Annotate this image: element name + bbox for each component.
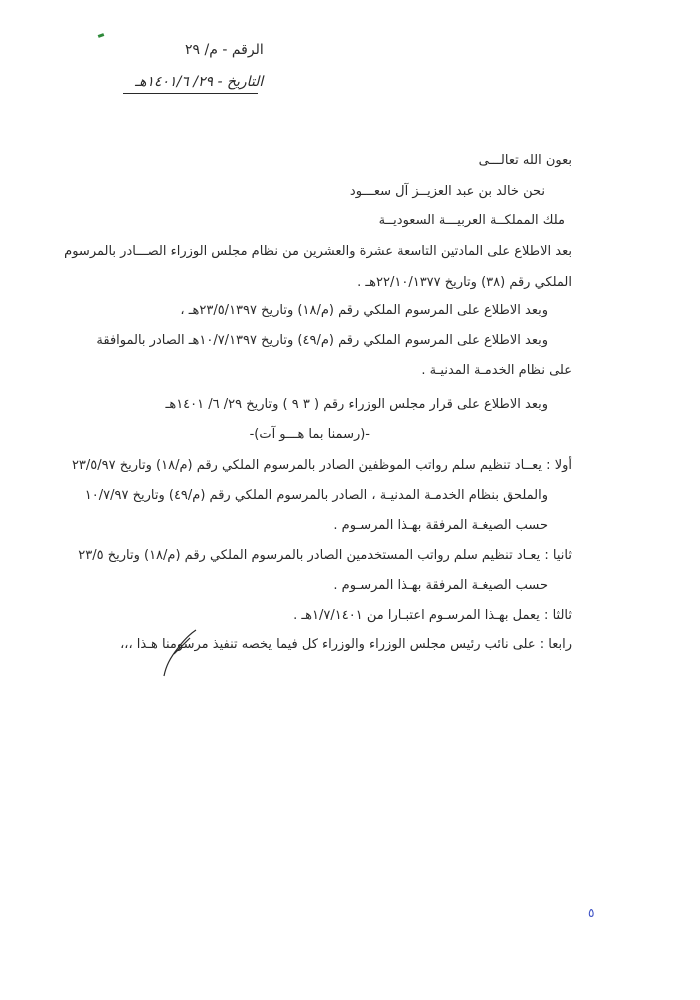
paragraph-first-cont: والملحق بنظام الخدمـة المدنيـة ، الصادر بالمرسوم الملكي رقم (م/٤٩) وتاريخ ١٠/٧/٩٧ <box>84 488 548 503</box>
reference-number: الرقم - م/ ٢٩ <box>185 42 264 58</box>
paragraph-third: ثالثا : يعمل بهـذا المرسـوم اعتبـارا من ١/٧/١٤٠١هـ . <box>293 608 572 623</box>
paragraph-first: أولا : يعــاد تنظيم سلم رواتب الموظفين الصادر بالمرسوم الملكي رقم (م/١٨) وتاريخ ٢٣/٥/٩٧ <box>71 458 572 473</box>
paragraph-3: وبعد الاطلاع على المرسوم الملكي رقم (م/١٨) وتاريخ ٢٣/٥/١٣٩٧هـ ، <box>180 303 548 318</box>
signature-mark <box>160 628 200 678</box>
paragraph-fourth: رابعا : على نائب رئيس مجلس الوزراء والوزراء كل فيما يخصه تنفيذ مرسومنا هـذا ،،، <box>120 637 572 652</box>
invocation: بعون الله تعالـــى <box>478 153 572 168</box>
paragraph-second-end: حسب الصيغـة المرفقة بهـذا المرسـوم . <box>333 578 548 593</box>
paragraph-first-end: حسب الصيغـة المرفقة بهـذا المرسـوم . <box>333 518 548 533</box>
issuer-title: ملك المملكــة العربيـــة السعوديــة <box>378 213 565 228</box>
paragraph-1: بعد الاطلاع على المادتين التاسعة عشرة والعشرين من نظام مجلس الوزراء الصـــادر بالمرسوم <box>64 244 572 259</box>
paragraph-5: على نظام الخدمـة المدنيـة . <box>421 363 572 378</box>
date-underline <box>123 93 258 94</box>
paragraph-6: وبعد الاطلاع على قرار مجلس الوزراء رقم ( ٣ ٩ ) وتاريخ ٢٩/ ٦/ ١٤٠١هـ <box>165 397 548 412</box>
paragraph-4: وبعد الاطلاع على المرسوم الملكي رقم (م/٤٩) وتاريخ ١٠/٧/١٣٩٧هـ الصادر بالموافقة <box>96 333 548 348</box>
issuer-name: نحن خالد بن عبد العزيــز آل سعـــود <box>349 184 545 199</box>
paragraph-second: ثانيا : يعـاد تنظيم سلم رواتب المستخدمين الصادر بالمرسوم الملكي رقم (م/١٨) وتاريخ ٢٣/٥ <box>78 548 572 563</box>
reference-date: التاريخ - ٢٩/ ١٤٠١/٦هـ <box>135 74 264 90</box>
decree-heading: -(رسمنا بما هـــو آت)- <box>249 427 370 442</box>
green-mark <box>98 33 105 38</box>
paragraph-2: الملكي رقم (٣٨) وتاريخ ٢٢/١٠/١٣٧٧هـ . <box>357 275 572 290</box>
page-number: ٥ <box>588 906 595 920</box>
